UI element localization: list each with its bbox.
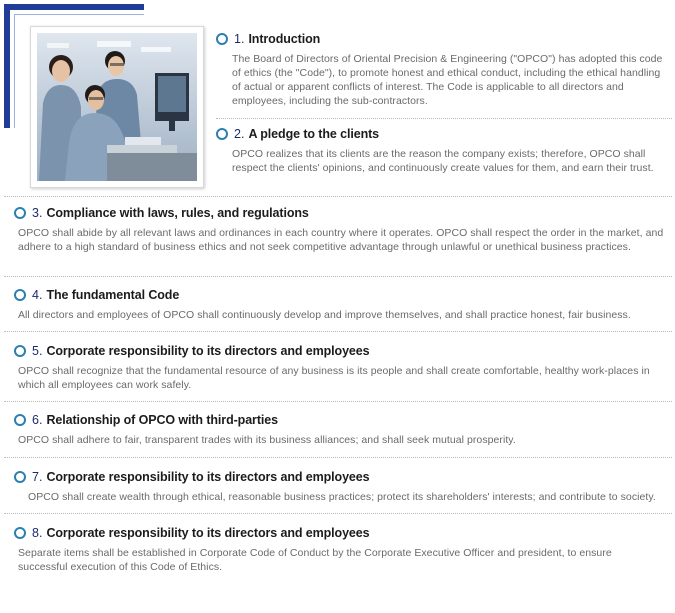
section-number: 6. <box>32 413 43 427</box>
section-title: The fundamental Code <box>46 288 180 302</box>
section-heading <box>14 286 672 304</box>
divider <box>4 457 672 458</box>
section-number: 2. <box>234 127 245 141</box>
section-third-parties <box>14 411 672 447</box>
section-fundamental-code <box>14 286 672 322</box>
section-title: Relationship of OPCO with third-parties <box>46 413 278 427</box>
section-compliance <box>14 204 672 254</box>
divider <box>4 513 672 514</box>
section-heading <box>216 30 672 48</box>
section-body: OPCO shall abide by all relevant laws and ordinances in each country where it operates. OPCO shall respect the order in the market, and adhere to a high standard of business ethics and not seek competitive advantage through unlawful or unethical business practices. <box>18 227 664 253</box>
section-pledge-to-clients <box>216 125 672 175</box>
section-body: OPCO realizes that its clients are the reason the company exists; therefore, OPCO shall respect the clients' opinions, and continuously create values for them, and earn their trust. <box>232 148 654 174</box>
section-title: Corporate responsibility to its directors and employees <box>46 344 370 358</box>
section-title: Corporate responsibility to its directors and employees <box>46 526 370 540</box>
bullet-icon <box>14 414 26 426</box>
divider <box>4 331 672 332</box>
section-title: A pledge to the clients <box>248 127 380 141</box>
section-number: 3. <box>32 206 43 220</box>
section-body: OPCO shall adhere to fair, transparent trades with its business alliances; and shall seek mutual prosperity. <box>18 434 516 446</box>
section-heading <box>216 125 672 143</box>
section-body: OPCO shall recognize that the fundamental resource of any business is its people and shall create comfortable, healthy work-places in which all employees can work safely. <box>18 365 650 391</box>
section-body: The Board of Directors of Oriental Precision & Engineering ("OPCO") has adopted this code of ethics (the "Code"), to promote honest and ethical conduct, including the ethical handling of actual or apparent conflicts of interest. The Code is applicable to all directors and employees, including the sub-contractors. <box>232 53 663 107</box>
bullet-icon <box>216 128 228 140</box>
office-team-photo <box>30 26 204 188</box>
section-heading <box>14 524 672 542</box>
section-introduction <box>216 30 672 108</box>
bullet-icon <box>14 207 26 219</box>
section-number: 5. <box>32 344 43 358</box>
section-number: 8. <box>32 526 43 540</box>
section-heading <box>14 411 672 429</box>
bullet-icon <box>14 345 26 357</box>
section-title: Corporate responsibility to its directors and employees <box>46 470 370 484</box>
section-number: 4. <box>32 288 43 302</box>
bullet-icon <box>14 527 26 539</box>
section-title: Compliance with laws, rules, and regulations <box>46 206 309 220</box>
section-code-of-conduct <box>14 524 672 574</box>
divider <box>4 196 672 197</box>
section-responsibility-shareholders <box>14 468 672 504</box>
section-body: Separate items shall be established in Corporate Code of Conduct by the Corporate Executive Officer and president, to ensure successful execution of this Code of Ethics. <box>18 547 612 573</box>
bullet-icon <box>14 471 26 483</box>
section-heading <box>14 204 672 222</box>
section-heading <box>14 468 672 486</box>
section-title: Introduction <box>248 32 321 46</box>
section-number: 1. <box>234 32 245 46</box>
section-body: All directors and employees of OPCO shall continuously develop and improve themselves, and shall practice honest, fair business. <box>18 309 631 321</box>
divider <box>4 276 672 277</box>
bullet-icon <box>216 33 228 45</box>
bullet-icon <box>14 289 26 301</box>
section-number: 7. <box>32 470 43 484</box>
divider <box>4 401 672 402</box>
divider <box>216 118 672 119</box>
section-heading <box>14 342 672 360</box>
section-body: OPCO shall create wealth through ethical, reasonable business practices; protect its shareholders' interests; and contribute to society. <box>28 491 656 503</box>
section-responsibility-directors <box>14 342 672 392</box>
